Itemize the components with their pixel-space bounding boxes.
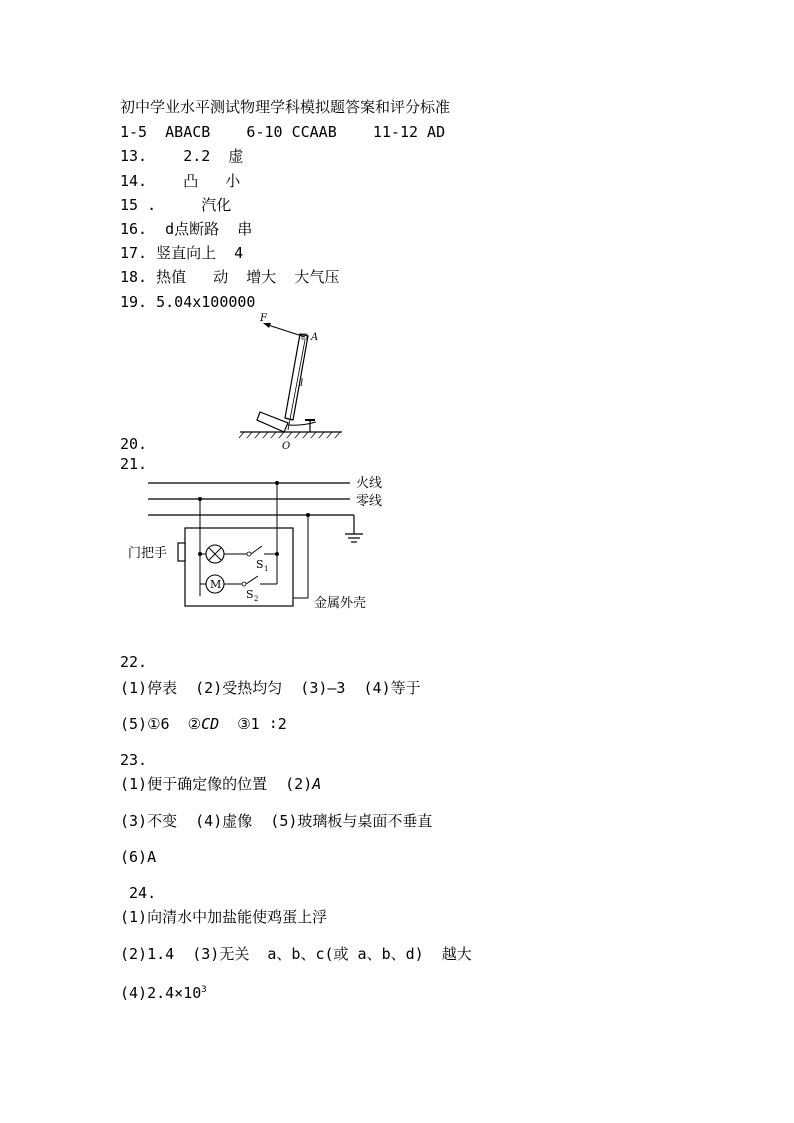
- q22-cd: CD: [201, 715, 220, 733]
- q23-number: 23.: [120, 751, 148, 769]
- page-title: 初中学业水平测试物理学科模拟题答案和评分标准: [120, 98, 451, 116]
- answer-16: 16. d点断路 串: [120, 220, 253, 238]
- switch-s2-label: S: [246, 588, 254, 601]
- answer-21: 21.: [120, 455, 148, 473]
- switch-s1-label: S: [256, 558, 264, 571]
- neutral-wire-label: 零线: [356, 494, 383, 509]
- q23-line1: [120, 774, 321, 794]
- door-handle-label: 门把手: [128, 546, 168, 561]
- live-wire-label: 火线: [356, 476, 383, 491]
- circuit-diagram: [110, 468, 400, 618]
- q24-line1: (1)向清水中加盐能使鸡蛋上浮: [120, 908, 328, 926]
- switch-s1-subscript: 1: [264, 565, 269, 573]
- answers-1-12: 1-5 ABACB 6-10 CCAAB 11-12 AD: [120, 123, 446, 141]
- answer-20: 20.: [120, 435, 148, 453]
- answer-19: 19. 5.04x100000: [120, 293, 256, 311]
- q24-line3-pre: (4)2.4×10: [120, 984, 202, 1002]
- q23-a: A: [312, 775, 322, 793]
- answer-17: 17. 竖直向上 4: [120, 244, 244, 262]
- metal-case-label: 金属外壳: [314, 596, 367, 611]
- q23-line3: (6)A: [120, 848, 157, 866]
- q24-number: 24.: [120, 884, 157, 902]
- lever-diagram: [230, 308, 360, 453]
- q23-line2: (3)不变 (4)虚像 (5)玻璃板与桌面不垂直: [120, 812, 433, 830]
- answer-13: 13. 2.2 虚: [120, 147, 244, 165]
- answer-15: 15 . 汽化: [120, 196, 232, 214]
- q22-number: 22.: [120, 653, 148, 671]
- q22-line2-pre: (5)①6 ②: [120, 715, 202, 733]
- arm-label: l: [300, 378, 304, 389]
- q22-line1: (1)停表 (2)受热均匀 (3)—3 (4)等于: [120, 679, 421, 697]
- answer-18: 18. 热值 动 增大 大气压: [120, 268, 340, 286]
- q22-line2: [120, 714, 287, 734]
- switch-s2-subscript: 2: [254, 595, 259, 603]
- motor-label: M: [210, 578, 222, 591]
- q22-line2-post: ③1 ∶2: [219, 715, 287, 733]
- pivot-label: O: [282, 441, 291, 452]
- q24-line2: (2)1.4 (3)无关 a、b、c(或 a、b、d) 越大: [120, 945, 472, 963]
- q23-line1-pre: (1)便于确定像的位置 (2): [120, 775, 313, 793]
- answer-14: 14. 凸 小: [120, 172, 241, 190]
- q24-line3: [120, 980, 207, 1003]
- point-a-label: A: [311, 332, 319, 343]
- force-label: F: [260, 313, 267, 324]
- q24-exponent: 3: [201, 985, 207, 995]
